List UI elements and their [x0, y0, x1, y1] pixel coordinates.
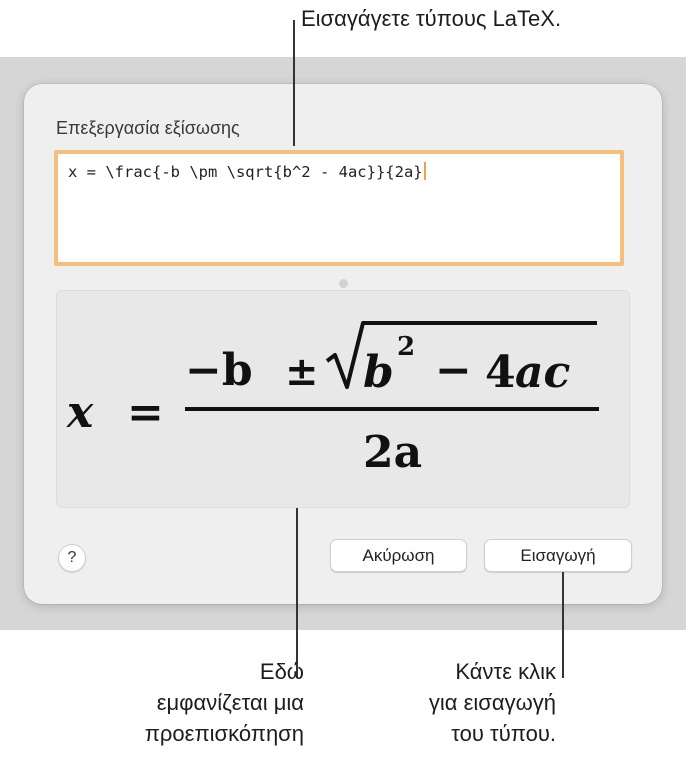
- callout-insert-line-2: για εισαγωγή: [428, 690, 556, 715]
- insert-button[interactable]: Εισαγωγή: [484, 539, 632, 572]
- callout-preview-leader: [296, 508, 298, 678]
- preview-b: b: [363, 347, 394, 398]
- dialog-title: Επεξεργασία εξίσωσης: [56, 118, 240, 138]
- help-button[interactable]: ?: [58, 544, 86, 572]
- latex-text[interactable]: [68, 162, 426, 181]
- callout-insert-line-3: του τύπου.: [451, 721, 556, 746]
- preview-plus-minus: ±: [285, 348, 319, 395]
- callout-insert-line-1: Κάντε κλικ: [455, 659, 556, 684]
- resize-handle[interactable]: [339, 279, 348, 288]
- cancel-button[interactable]: Ακύρωση: [330, 539, 467, 572]
- callout-latex: Εισαγάγετε τύπους LaTeX.: [301, 6, 562, 31]
- callout-preview-line-1: Εδώ: [259, 659, 304, 684]
- preview-denominator: 2a: [363, 427, 423, 478]
- callout-latex-leader: [293, 20, 295, 146]
- preview-minus-b: −b: [185, 345, 253, 396]
- callout-preview-line-2: εμφανίζεται μια: [156, 690, 304, 715]
- preview-formula: [57, 291, 631, 509]
- edit-equation-dialog: [24, 84, 662, 604]
- text-caret: [424, 162, 426, 180]
- callout-insert-leader: [562, 572, 564, 678]
- preview-fraction-bar: [185, 407, 599, 411]
- preview-equals: =: [127, 387, 164, 438]
- latex-input[interactable]: [54, 150, 624, 266]
- preview-ac: ac: [515, 347, 571, 398]
- latex-value: x = \frac{-b \pm \sqrt{b^2 - 4ac}}{2a}: [68, 163, 423, 181]
- callout-preview: [145, 656, 304, 749]
- callout-insert: [429, 656, 556, 749]
- callout-preview-line-3: προεπισκόπηση: [144, 721, 304, 746]
- preview-four: 4: [485, 347, 516, 398]
- equation-preview: [56, 290, 630, 508]
- preview-exponent: 2: [397, 332, 416, 362]
- preview-minus: −: [435, 345, 472, 396]
- preview-lhs: x: [67, 387, 94, 438]
